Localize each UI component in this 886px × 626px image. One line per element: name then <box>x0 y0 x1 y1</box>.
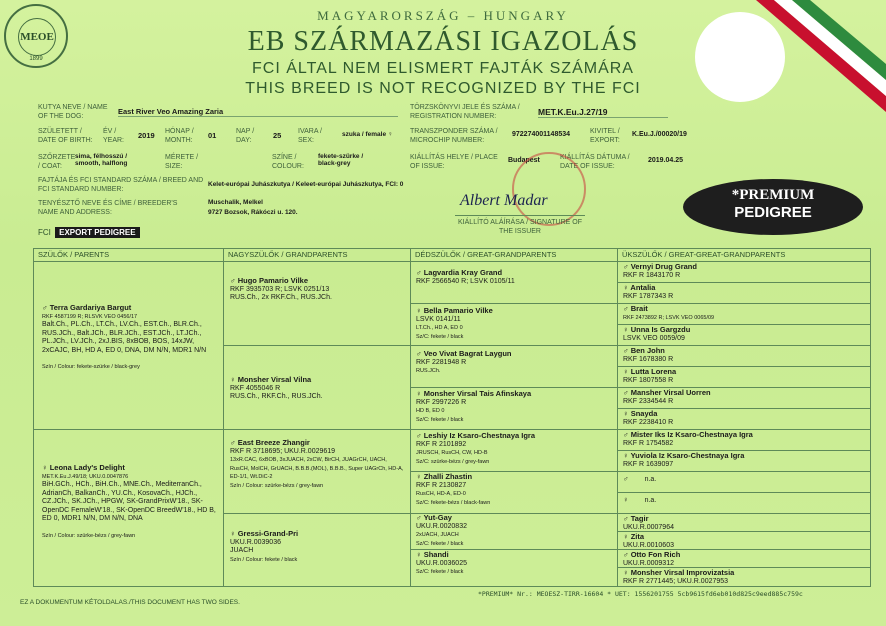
colour: fekete-szürke / black-grey <box>318 153 364 167</box>
gg-colour: Sz/C: fekete / black <box>416 569 464 575</box>
grandparent-titles: RUS.Ch., RKF.Ch., RUS.JCh. <box>230 393 323 400</box>
ggg-name: ♀ Yuviola Iz Ksaro-Chestnaya Igra <box>623 451 745 460</box>
place-of-issue: Budapest <box>508 157 540 164</box>
ggg-name: ♂ Mansher Virsal Uorren <box>623 388 711 397</box>
size-label: MÉRETE / SIZE: <box>165 154 199 170</box>
ggg-5 <box>623 347 867 364</box>
ggg-name: ♀ Zita <box>623 532 645 541</box>
gg-name: ♀ Zhalli Zhastin <box>416 472 473 481</box>
gg-reg: UKU.R.0020832 <box>416 522 467 530</box>
microchip-number: 972274001148534 <box>512 131 571 138</box>
colour-label: SZÍNE / COLOUR: <box>272 154 304 170</box>
microchip-label: TRANSZPONDER SZÁMA / MICROCHIP NUMBER: <box>410 128 498 144</box>
ggg-7 <box>623 389 867 406</box>
parent-dam <box>42 464 220 540</box>
ggg-reg: n.a. <box>644 497 657 504</box>
gg-reg: RKF 2281948 R <box>416 358 467 366</box>
ggg-6 <box>623 368 867 385</box>
footer-two-sides: EZ A DOKUMENTUM KÉTOLDALAS./THIS DOCUMENT HAS TWO SIDES. <box>20 599 240 606</box>
signature: Albert Madar <box>460 192 548 209</box>
great-grandparent-5 <box>416 432 614 466</box>
day-label: NAP / DAY: <box>236 128 255 144</box>
gg-name: ♀ Bella Pamario Vilke <box>416 306 493 315</box>
month-label: HÓNAP / MONTH: <box>165 128 194 144</box>
grandparent-1 <box>230 277 406 303</box>
great-grandparent-4 <box>416 390 614 424</box>
ggg-3 <box>623 305 867 322</box>
ggg-reg: RKF 2238410 R <box>623 418 674 426</box>
ggg-reg: RKF 1678380 R <box>623 355 674 363</box>
export-pedigree-label: EXPORT PEDIGREE <box>55 227 139 238</box>
sire-titles: Balt.Ch., PL.Ch., LT.Ch., LV.Ch., EST.Ch., BLR.Ch., RUS.JCh., Balt.JCh., BLR.JCh., EST.JCh., LT.JCh., PL.JCh., LV.JCh., 2xJ.BIS, 8xBOB, BOS, 14xJW, 2xCAJC, BH, HD A, ED 0, DNA, DM N/N, MDR1 N/N <box>42 321 207 354</box>
ggg-name: ♂ Otto Fon Rich <box>623 550 681 559</box>
grandparent-reg: RKF 3935703 R; LSVK 0251/13 <box>230 285 330 293</box>
coat: sima, félhosszú / smooth, halflong <box>75 153 128 167</box>
ggg-reg: RKF 2473892 R; LSVK VEO 0065/09 <box>623 314 715 321</box>
dam-titles: BiH.GCh., HCh., BiH.Ch., MNE.Ch., MediterranCh., AdrianCh, BalkanCh., YU.Ch., KosovaCh., HJCh., CZ.JCh., SK.JCh., HPGW, SK-GrandPrixW'18., SK-OpenDC FemaleW'18., SK-OpenDC BreedW'18., HD B, ED 0, MDR1 N/N, DM N/N, DNA <box>42 481 216 522</box>
gg-reg: UKU.R.0036025 <box>416 559 467 567</box>
gg-colour: Sz/C: szürke-bézs / grey-fawn <box>416 458 490 465</box>
fci-export-line <box>38 228 140 237</box>
grandparent-titles: 13xR.CAC, 6xBOB, 3xJUACH, 2xCW, BirCH, JUAGrCH, UACH, RusCH, MolCH, GrUACH, B.B.B.(MOL), B.B.B., Super UAGrCh, HD-A, ED-1/1, Wt.DiC-2 <box>230 457 404 480</box>
gg-titles: RUS.JCh. <box>416 368 441 374</box>
ggg-13 <box>623 515 867 532</box>
gg-name: ♀ Monsher Virsal Tais Afinskaya <box>416 389 532 398</box>
ggg-name: ♂ Brait <box>623 304 648 313</box>
gg-reg: RKF R 2101892 <box>416 440 467 448</box>
ggg-reg: RKF R 1754582 <box>623 439 674 447</box>
parent-sire <box>42 304 220 372</box>
grandparent-4 <box>230 530 406 564</box>
gg-name: ♂ Lagvardia Kray Grand <box>416 268 503 277</box>
seal-year: 1899 <box>29 56 43 62</box>
ggg-reg: UKU.R.0009312 <box>623 559 674 567</box>
coat-label: SZŐRZETE / COAT: <box>38 154 76 170</box>
seal-center: MEOE <box>18 18 56 56</box>
registration-label: TÖRZSKÖNYVI JELE ÉS SZÁMA / REGISTRATION NUMBER: <box>410 104 520 120</box>
gg-reg: RKF 2566540 R; LSVK 0105/11 <box>416 277 515 285</box>
sire-colour: Szín / Colour: fekete-szürke / black-grey <box>42 364 140 370</box>
breeder-address: 9727 Bozsok, Rákóczi u. 120. <box>208 209 298 216</box>
birth-month: 01 <box>208 131 217 140</box>
grandparent-colour: Szín / Colour: fekete / black <box>230 556 298 563</box>
gg-name: ♂ Leshiy Iz Ksaro-Chestnaya Igra <box>416 431 535 440</box>
col-header-great-grandparents: DÉDSZÜLŐK / GREAT-GRANDPARENTS <box>415 250 557 259</box>
ggg-name: ♀ Lutta Lorena <box>623 367 677 376</box>
gg-colour: Sz/C: fekete-bézs / black-fawn <box>416 499 491 506</box>
ggg-name: ♂ Ben John <box>623 346 665 355</box>
great-grandparent-3 <box>416 350 614 376</box>
birth-day: 25 <box>273 131 282 140</box>
sex-label: IVARA / SEX: <box>298 128 322 144</box>
ggg-4 <box>623 326 867 343</box>
ggg-reg: LSVK VEO 0059/09 <box>623 334 685 342</box>
ggg-name: ♂ Mister Iks Iz Ksaro-Chestnaya Igra <box>623 430 753 439</box>
sire-name: ♂ Terra Gardariya Bargut <box>42 303 132 312</box>
gg-titles: LT.Ch., HD A, ED 0 <box>416 325 463 331</box>
country-title: MAGYARORSZÁG – HUNGARY <box>317 8 569 23</box>
gg-name: ♂ Yut-Gay <box>416 513 452 522</box>
ggg-15 <box>623 551 867 568</box>
ggg-reg: RKF 2334544 R <box>623 397 674 405</box>
col-header-parents: SZÜLŐK / PARENTS <box>38 250 110 259</box>
subtitle-hu: FCI ÁLTAL NEM ELISMERT FAJTÁK SZÁMÁRA <box>252 60 634 77</box>
ggg-reg: RKF R 2771445; UKU.R.0027953 <box>623 577 729 585</box>
gg-colour: Sz/C: fekete / black <box>416 416 464 423</box>
gg-titles: JRUSCH, RusCH, CW, HD-B <box>416 450 488 456</box>
grandparent-name: ♀ Monsher Virsal Vilna <box>230 375 312 384</box>
great-grandparent-6 <box>416 473 614 507</box>
export-number: K.Eu.J./00020/19 <box>632 131 687 138</box>
breeder-name: Muschalik, Melkel <box>208 199 263 206</box>
breed: Kelet-európai Juhászkutya / Keleet-európai Juhászkutya, FCI: 0 <box>208 181 404 188</box>
premium-text: *PREMIUM <box>731 187 815 203</box>
gg-titles: RusCH, HD-A, ED-0 <box>416 491 466 497</box>
dam-name: ♀ Leona Lady's Delight <box>42 463 125 472</box>
gg-name: ♂ Veo Vivat Bagrat Laygun <box>416 349 512 358</box>
pedigree-table <box>33 248 871 587</box>
grandparent-3 <box>230 439 406 490</box>
great-grandparent-8 <box>416 551 614 577</box>
great-grandparent-1 <box>416 269 614 286</box>
gg-reg: RKF R 2130827 <box>416 481 467 489</box>
gg-colour: Sz/C: fekete / black <box>416 540 464 547</box>
place-label: KIÁLLÍTÁS HELYE / PLACE OF ISSUE: <box>410 154 498 170</box>
date-label: KIÁLLÍTÁS DÁTUMA / DATE OF ISSUE: <box>560 154 630 170</box>
breed-label: FAJTÁJA ÉS FCI STANDARD SZÁMA / BREED AND FCI STANDARD NUMBER: <box>38 177 204 193</box>
dob-label: SZÜLETETT / DATE OF BIRTH: <box>38 128 93 144</box>
grandparent-reg: UKU.R.0039036 <box>230 538 281 546</box>
gg-titles: 2xUACH, JUACH <box>416 532 459 538</box>
ggg-reg: n.a. <box>644 476 657 483</box>
ggg-10 <box>623 452 867 469</box>
gg-colour: Sz/C: fekete / black <box>416 333 464 340</box>
ggg-reg: RKF R 1843170 R <box>623 271 681 279</box>
gg-titles: HD B, ED 0 <box>416 408 445 414</box>
ggg-2 <box>623 284 867 301</box>
grandparent-name: ♂ Hugo Pamario Vilke <box>230 276 309 285</box>
col-header-great-great-grandparents: ÜKSZÜLŐK / GREAT-GREAT-GRANDPARENTS <box>622 250 786 259</box>
ggg-1 <box>623 263 867 280</box>
gg-name: ♀ Shandi <box>416 550 449 559</box>
dam-colour: Szín / Colour: szürke-bézs / grey-fawn <box>42 532 136 539</box>
sex: szuka / female ♀ <box>342 131 393 138</box>
ggg-name: ♀ Antalia <box>623 283 656 292</box>
footer-premium-code: *PREMIUM* Nr.: MEOESZ-TIRR-16604 * UET: 1556201755 5cb9615fd6eb010d825c9eed885c759c <box>478 590 803 598</box>
year-label: ÉV / YEAR: <box>103 128 125 144</box>
ggg-16 <box>623 569 867 586</box>
ggg-reg: RKF 1807558 R <box>623 376 674 384</box>
export-label: KIVITEL / EXPORT: <box>590 128 620 144</box>
dog-name-label: KUTYA NEVE / NAME OF THE DOG: <box>38 104 108 120</box>
pedigree-text: PEDIGREE <box>734 204 812 221</box>
ggg-name: ♀ Monsher Virsal Improvizatsia <box>623 568 735 577</box>
date-of-issue: 2019.04.25 <box>648 157 684 164</box>
ggg-reg: RKF R 1639097 <box>623 460 674 468</box>
breeder-label: TENYÉSZTŐ NEVE ÉS CÍME / BREEDER'S NAME AND ADDRESS: <box>38 200 178 216</box>
ggg-name: ♀ Snayda <box>623 409 658 418</box>
ggg-name: ♂ Tagir <box>623 514 649 523</box>
great-grandparent-7 <box>416 514 614 548</box>
ggg-14 <box>623 533 867 550</box>
registration-number: MET.K.Eu.J.27/19 <box>538 107 668 118</box>
ggg-reg: RKF 1787343 R <box>623 292 674 300</box>
grandparent-colour: Szín / Colour: szürke-bézs / grey-fawn <box>230 482 324 489</box>
great-grandparent-2 <box>416 307 614 341</box>
ggg-name: ♂ Vernyi Drug Grand <box>623 262 697 271</box>
signature-label: KIÁLLÍTÓ ALÁÍRÁSA / SIGNATURE OF THE ISSUER <box>455 215 585 236</box>
ggg-name: ♀ <box>623 495 629 504</box>
dam-reg: MET.K.Eu.J.49/18; UKU.0.0047876 <box>42 473 129 480</box>
ggg-reg: UKU.R.0010603 <box>623 541 674 549</box>
document-title: EB SZÁRMAZÁSI IGAZOLÁS <box>247 26 639 57</box>
premium-pedigree-badge <box>683 179 863 235</box>
ggg-reg: UKU.R.0007964 <box>623 523 674 531</box>
gg-reg: LSVK 0141/11 <box>416 315 461 323</box>
ggg-12 <box>623 496 867 506</box>
dog-name: East River Veo Amazing Zaria <box>118 107 398 117</box>
grandparent-titles: RUS.Ch., 2x RKF.Ch., RUS.JCh. <box>230 294 332 301</box>
grandparent-reg: RKF 4055046 R <box>230 384 281 392</box>
col-header-grandparents: NAGYSZÜLŐK / GRANDPARENTS <box>228 250 348 259</box>
grandparent-reg: RKF R 3718695; UKU.R.0029619 <box>230 447 336 455</box>
birth-year: 2019 <box>138 131 155 140</box>
grandparent-name: ♀ Gressi-Grand-Pri <box>230 529 299 538</box>
subtitle-en: THIS BREED IS NOT RECOGNIZED BY THE FCI <box>245 80 641 97</box>
fci-label: FCI <box>38 228 51 237</box>
ggg-11 <box>623 475 867 485</box>
grandparent-name: ♂ East Breeze Zhangir <box>230 438 310 447</box>
ggg-name: ♂ <box>623 474 629 483</box>
ggg-9 <box>623 431 867 448</box>
sire-reg: RKF 4587199 R; RLSVK VEO 0456/17 <box>42 313 138 320</box>
ggg-8 <box>623 410 867 427</box>
grandparent-titles: JUACH <box>230 547 254 554</box>
gg-reg: RKF 2997226 R <box>416 398 467 406</box>
grandparent-2 <box>230 376 406 402</box>
ggg-name: ♀ Unna Is Gargzdu <box>623 325 691 334</box>
